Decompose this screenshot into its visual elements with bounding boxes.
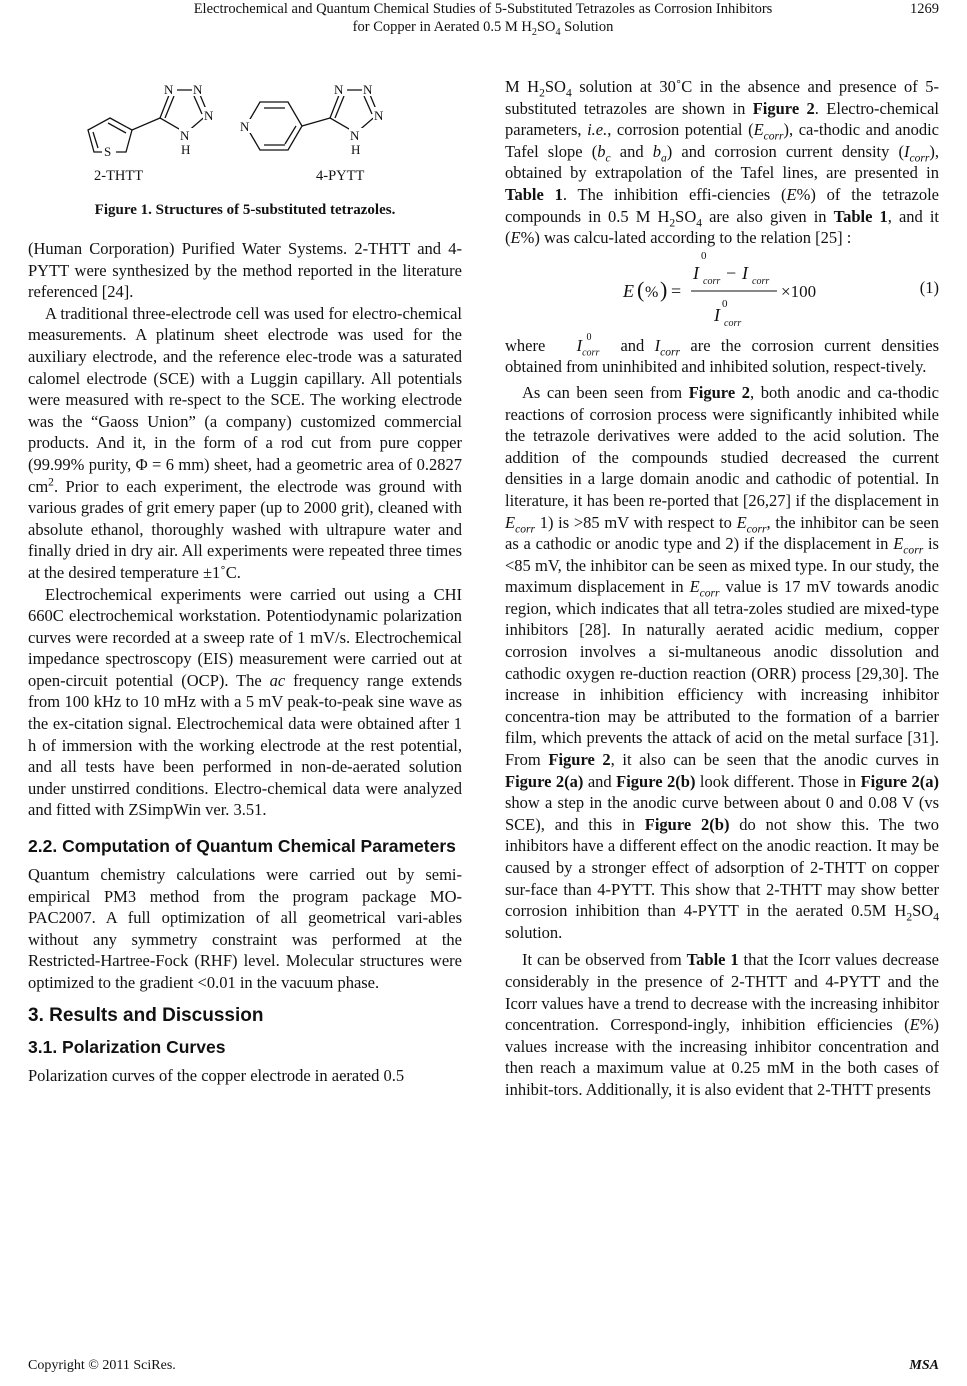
paragraph: As can been seen from Figure 2, both anodic and ca-thodic reactions of corrosion process were significantly inhibited while the tetrazole derivatives were added to the acid solution. The addition of the compounds studied decreased the current densities in a large domain anodic and cathodic of potential. In literature, it has been re-ported that [26,27] if the displacement in $E_{corr}$ 1) is >85 mV with respect to $E_{corr}$, the inhibitor can be seen as a cathodic or anodic type and 2) if the displacement in $E_{corr}$ is <85 mV, the inhibitor can be seen as mixed type. In our study, the maximum displacement in $E_{corr}$ value is 17 mV towards anodic region, which indicates that all tetra-zoles studied are mixed-type inhibitors [28]. In naturally aerated acidic medium, copper corrosion involves a si-multaneous anodic dissolution and cathodic oxygen re-duction reaction (ORR) process [29,30]. The increase in inhibition efficiency with increasing inhibitor concentra-tion may be attributed to the formation of a barrier film, which prevents the attack of acid on the metal surface [31]. From Figure 2, it also can be seen that the anodic curves in Figure 2(a) and Figure 2(b) look different. Those in Figure 2(a) show a step in the anodic curve between about 0 and 0.08 V (vs SCE), and this in Figure 2(b) do not show this. The two inhibitors have a different effect on the anodic reaction. It may be caused by a stronger effect of adsorption of 2-THTT on copper sur-face than 4-PYTT. This show that 2-THTT may show better corrosion inhibition than 4-PYTT in the aerated 0.5M $H_2SO_4$ solution. [505, 382, 939, 942]
header-line2-text: SO [536, 19, 556, 35]
atom-n: N [164, 82, 174, 97]
superscript: 2 [48, 476, 54, 489]
pyridine-ring [246, 102, 302, 150]
header-line2-sub: 4 [555, 26, 561, 38]
svg-text:E: E [623, 280, 634, 301]
atom-n: N [193, 82, 203, 97]
paragraph-text: . Prior to each experiment, the electrode was ground with various grades of grit emery paper (up to 2000 grit), cleaned with absolute ethanol, thoroughly washed with ultrapure water and finally dried in dry air. All experiments were repeated three times at the desired temperature ±1˚C. [28, 476, 462, 582]
section-heading-3-1: 3.1. Polarization Curves [28, 1036, 226, 1057]
paragraph-text: Electrochemical experiments were carried out using a CHI 660C electrochemical workstation. Potentiodynamic polarization curves were recorded at a sweep rate of 1 mV/s. Electrochemical impedance spectroscopy (EIS) measurement were carried out at open-circuit potential (OCP). The [28, 584, 462, 690]
svg-text:(: ( [637, 276, 645, 302]
svg-text:0: 0 [722, 297, 728, 310]
svg-text:): ) [660, 276, 668, 302]
table-reference: Table 1 [833, 206, 888, 226]
paragraph: M $H_2SO_4$ solution at 30˚C in the absence and presence of 5-substituted tetrazoles are shown in Figure 2. Electro-chemical parameters, i.e., corrosion potential $(E_{corr})$, ca-thodic and anodic Tafel slope ($b_c$ and $b_a$) and corrosion current density $(I_{corr})$, obtained by extrapolation of the Tafel lines, are presented in Table 1. The inhibition effi-ciencies (E%) of the tetrazole compounds in 0.5 M $H_2SO_4$ are also given in Table 1, and it (E%) was calcu-lated according to the relation [25] : [505, 77, 940, 248]
svg-text:I: I [714, 304, 720, 325]
molecule-label-4-pytt: 4-PYTT [316, 168, 365, 184]
atom-n: N [334, 82, 344, 97]
page-number: 1269 [910, 1, 939, 17]
figure-reference: Figure 2 [688, 382, 750, 402]
journal-abbreviation: MSA [909, 1358, 939, 1373]
paragraph: Quantum chemistry calculations were carried out by semi-empirical PM3 method from the program package MO-PAC2007. A full optimization of all geometrical vari-ables without any symmetry constraint was performed at the Restricted-Hartree-Fock (RHF) level. Molecular structures were optimized to the gradient <0.01 in the vacuum phase. [28, 865, 462, 992]
header-title-line1: Electrochemical and Quantum Chemical Studies of 5-Substituted Tetrazoles as Corrosion Inhibitors [193, 1, 773, 17]
section-title: Computation of Quantum Chemical Parameters [62, 836, 456, 857]
figure-reference: Figure 2 [548, 750, 611, 770]
running-header [0, 0, 967, 42]
svg-text:I: I [742, 262, 748, 283]
figure-1 [28, 68, 462, 238]
figure-reference: Figure 2(b) [644, 814, 730, 834]
atom-n: N [240, 119, 250, 134]
paragraph-text: A traditional three-electrode cell was used for electro-chemical measurements. A platinum sheet electrode was used for the auxiliary electrode, and the reference elec-trode was a saturated calomel electrode (SCE) with a Luggin capillary. All potentials were measured with re-spect to the SCE. The working electrode was the “Gaoss Union” (a company) customized commercial products. And it, in the form of a rod cut from pure copper (99.99% purity, Φ = 6 mm) sheet, had a geometric area of 0.2827 cm [28, 303, 462, 496]
paragraph [28, 303, 462, 584]
section-number: 2.2. [28, 836, 58, 857]
figure-reference: Figure 2(a) [505, 771, 584, 791]
table-reference: Table 1 [686, 950, 739, 970]
figure-reference: Figure 2(b) [616, 771, 696, 791]
header-line2-text: for Copper in Aerated 0.5 M H [352, 19, 532, 35]
section-heading-3: 3. Results and Discussion [28, 1004, 264, 1026]
molecule-label-2-thtt: 2-THTT [94, 168, 144, 184]
header-line2-text: Solution [560, 19, 614, 35]
atom-n: N [180, 128, 190, 143]
svg-text:%: % [645, 283, 659, 301]
svg-text:I: I [693, 262, 699, 283]
atom-h: H [351, 142, 361, 157]
atom-n: N [363, 82, 373, 97]
equation-svg [505, 251, 939, 331]
figure-1-caption: Figure 1. Structures of 5-substituted tetrazoles. [94, 202, 396, 218]
section-heading-2-2 [28, 835, 462, 858]
header-title-line2 [118, 18, 848, 37]
svg-text:0: 0 [701, 250, 707, 262]
copyright-notice: Copyright © 2011 SciRes. [28, 1358, 176, 1373]
paragraph: It can be observed from Table 1 that the Icorr values decrease considerably in the presence of 2-THTT and 4-PYTT and the Icorr values have a trend to decrease with the increasing inhibitor concentration. Correspond-ingly, inhibition efficiencies (E%) values increase with the increasing inhibitor concentration and then reach a maximum value at 0.25 mM in the both cases of inhibit-tors. Additionally, it is also evident that 2-THTT presents [505, 950, 939, 1099]
left-column [28, 68, 462, 1086]
figure-reference: Figure 2(a) [860, 771, 939, 791]
atom-n: N [374, 108, 384, 123]
paragraph-text: frequency range extends from 100 kHz to 10 mHz with a 5 mV peak-to-peak sine wave as the ex-citation signal. Electrochemical data were obtained after 1 h of immersion with the working electrode at the rest potential, and all tests have been performed in non-de-aerated solution under unstirred conditions. Electro-chemical data were analyzed and fitted with ZSimpWin ver. 3.51. [28, 670, 462, 820]
right-column [505, 76, 939, 1101]
figure-reference: Figure 2 [752, 98, 815, 118]
paragraph: Polarization curves of the copper electrode in aerated 0.5 [28, 1065, 405, 1085]
svg-text:corr: corr [724, 317, 742, 329]
atom-s: S [104, 144, 112, 159]
svg-text:=: = [671, 280, 682, 301]
atom-n: N [204, 108, 214, 123]
svg-text:−: − [726, 262, 737, 283]
table-reference: Table 1 [505, 184, 563, 204]
equation-number: (1) [919, 277, 939, 297]
atom-h: H [181, 142, 191, 157]
atom-n: N [350, 128, 360, 143]
paragraph: where I 0 $_{corr}$ and $I_{corr}$ are the corrosion current densities obtained from uninhibited and inhibited solution, respect-tively. [505, 331, 939, 377]
italic-term: ac [269, 670, 286, 690]
page-footer [28, 1358, 939, 1374]
svg-text:corr: corr [752, 275, 770, 287]
paragraph [28, 584, 462, 822]
svg-text:×100: ×100 [781, 281, 817, 301]
header-line2-sub: 2 [531, 26, 537, 38]
svg-text:corr: corr [703, 275, 721, 287]
equation-1 [505, 251, 939, 331]
paragraph: (Human Corporation) Purified Water Systems. 2-THTT and 4-PYTT were synthesized by the method reported in the literature referenced [24]. [28, 239, 462, 302]
